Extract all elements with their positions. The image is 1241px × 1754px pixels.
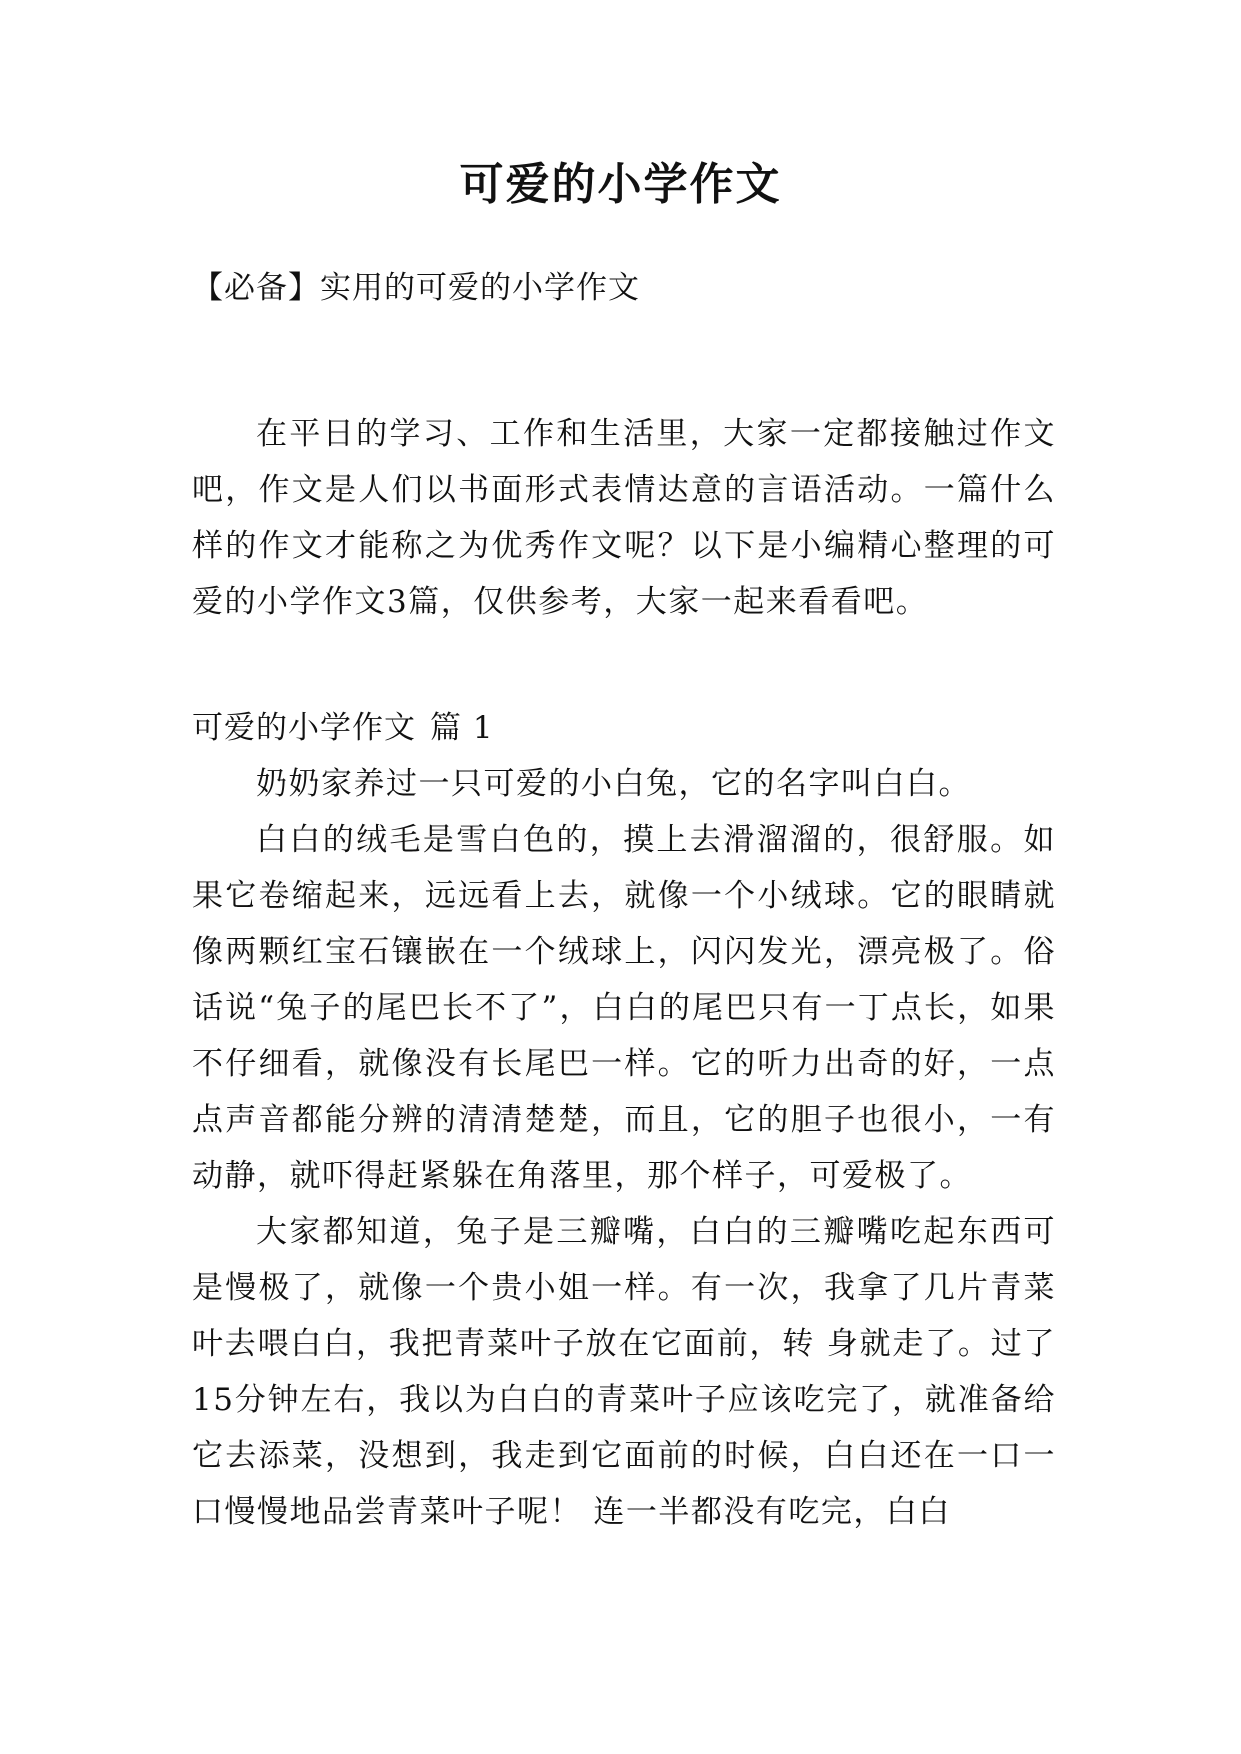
intro-paragraph: 在平日的学习、工作和生活里，大家一定都接触过作文吧，作文是人们以书面形式表情达意的言语活动。一篇什么样的作文才能称之为优秀作文呢？以下是小编精心整理的可爱的小学作文3篇，仅供参考，大家一起来看看吧。 — [192, 416, 1056, 620]
section-heading-number: 篇 1 — [430, 710, 494, 746]
body-paragraph: 白白的绒毛是雪白色的，摸上去滑溜溜的，很舒服。如果它卷缩起来，远远看上去，就像一个小绒球。它的眼睛就像两颗红宝石镶嵌在一个绒球上，闪闪发光，漂亮极了。俗话说“兔子的尾巴长不了”，白白的尾巴只有一丁点长，如果不仔细看，就像没有长尾巴一样。它的听力出奇的好，一点点声音都能分辨的清清楚楚，而且，它的胆子也很小，一有动静，就吓得赶紧躲在角落里，那个样子，可爱极了。 — [192, 822, 1056, 1194]
section-heading — [192, 700, 1056, 756]
body-paragraph: 大家都知道，兔子是三瓣嘴，白白的三瓣嘴吃起东西可是慢极了，就像一个贵小姐一样。有一次，我拿了几片青菜叶去喂白白，我把青菜叶子放在它面前，转 身就走了。过了15分钟左右，我以为白白的青菜叶子应该吃完了，就准备给它去添菜，没想到，我走到它面前的时候，白白还在一口一口慢慢地品尝青菜叶子呢！ 连一半都没有吃完，白白 — [192, 1214, 1056, 1530]
article-section — [192, 700, 1056, 1540]
body-paragraph: 奶奶家养过一只可爱的小白兔，它的名字叫白白。 — [256, 766, 971, 802]
document-title: 可爱的小学作文 — [459, 159, 782, 210]
document-subtitle: 【必备】实用的可爱的小学作文 — [192, 270, 640, 306]
section-heading-text: 可爱的小学作文 — [192, 710, 416, 746]
